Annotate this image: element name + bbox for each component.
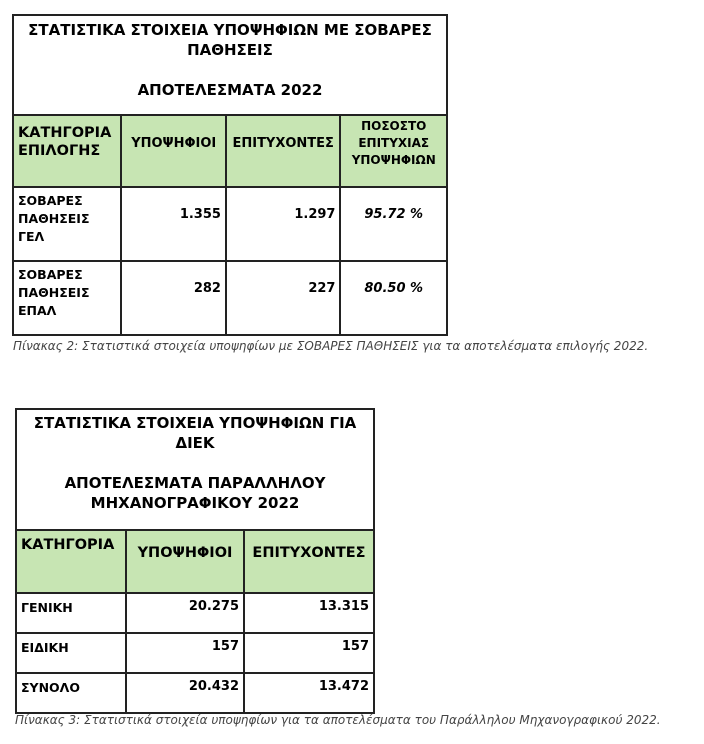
row-successful: 157 <box>244 633 374 673</box>
row-candidates: 1.355 <box>121 187 225 261</box>
row-candidates: 20.432 <box>126 673 244 713</box>
table-diek <box>15 408 375 714</box>
table-row <box>16 633 374 673</box>
row-category: ΣΟΒΑΡΕΣ ΠΑΘΗΣΕΙΣ ΓΕΛ <box>13 187 121 261</box>
row-successful: 227 <box>226 261 341 335</box>
table-title <box>13 15 447 115</box>
row-success-rate: 95.72 % <box>340 187 447 261</box>
column-header-category: ΚΑΤΗΓΟΡΙΑ ΕΠΙΛΟΓΗΣ <box>13 115 121 187</box>
table-row <box>16 593 374 633</box>
row-successful: 13.472 <box>244 673 374 713</box>
table-caption: Πίνακας 2: Στατιστικά στοιχεία υποψηφίων με ΣΟΒΑΡΕΣ ΠΑΘΗΣΕΙΣ για τα αποτελέσματα επιλογής 2022. <box>13 339 649 353</box>
table-caption: Πίνακας 3: Στατιστικά στοιχεία υποψηφίων για τα αποτελέσματα του Παράλληλου Μηχανογραφικού 2022. <box>15 713 661 727</box>
row-category: ΓΕΝΙΚΗ <box>16 593 126 633</box>
table-title-main: ΣΤΑΤΙΣΤΙΚΑ ΣΤΟΙΧΕΙΑ ΥΠΟΨΗΦΙΩΝ ΜΕ ΣΟΒΑΡΕΣ ΠΑΘΗΣΕΙΣ <box>28 21 432 59</box>
table-serious-illnesses <box>12 14 448 336</box>
row-successful: 13.315 <box>244 593 374 633</box>
row-success-rate: 80.50 % <box>340 261 447 335</box>
table-row <box>13 261 447 335</box>
table-row <box>13 187 447 261</box>
row-candidates: 282 <box>121 261 225 335</box>
table-title-results: ΑΠΟΤΕΛΕΣΜΑΤΑ ΠΑΡΑΛΛΗΛΟΥ ΜΗΧΑΝΟΓΡΑΦΙΚΟΥ 2022 <box>64 474 326 512</box>
row-category: ΕΙΔΙΚΗ <box>16 633 126 673</box>
row-candidates: 20.275 <box>126 593 244 633</box>
table-title-results: ΑΠΟΤΕΛΕΣΜΑΤΑ 2022 <box>137 81 323 99</box>
column-header-candidates: ΥΠΟΨΗΦΙΟΙ <box>121 115 225 187</box>
row-category: ΣΥΝΟΛΟ <box>16 673 126 713</box>
row-category: ΣΟΒΑΡΕΣ ΠΑΘΗΣΕΙΣ ΕΠΑΛ <box>13 261 121 335</box>
column-header-category: ΚΑΤΗΓΟΡΙΑ <box>16 530 126 593</box>
table-title-main: ΣΤΑΤΙΣΤΙΚΑ ΣΤΟΙΧΕΙΑ ΥΠΟΨΗΦΙΩΝ ΓΙΑ ΔΙΕΚ <box>33 414 357 452</box>
column-header-successful: ΕΠΙΤΥΧΟΝΤΕΣ <box>226 115 341 187</box>
column-header-success-rate: ΠΟΣΟΣΤΟ ΕΠΙΤΥΧΙΑΣ ΥΠΟΨΗΦΙΩΝ <box>340 115 447 187</box>
row-successful: 1.297 <box>226 187 341 261</box>
table-row <box>16 673 374 713</box>
column-header-successful: ΕΠΙΤΥΧΟΝΤΕΣ <box>244 530 374 593</box>
row-candidates: 157 <box>126 633 244 673</box>
table-title <box>16 409 374 530</box>
column-header-candidates: ΥΠΟΨΗΦΙΟΙ <box>126 530 244 593</box>
